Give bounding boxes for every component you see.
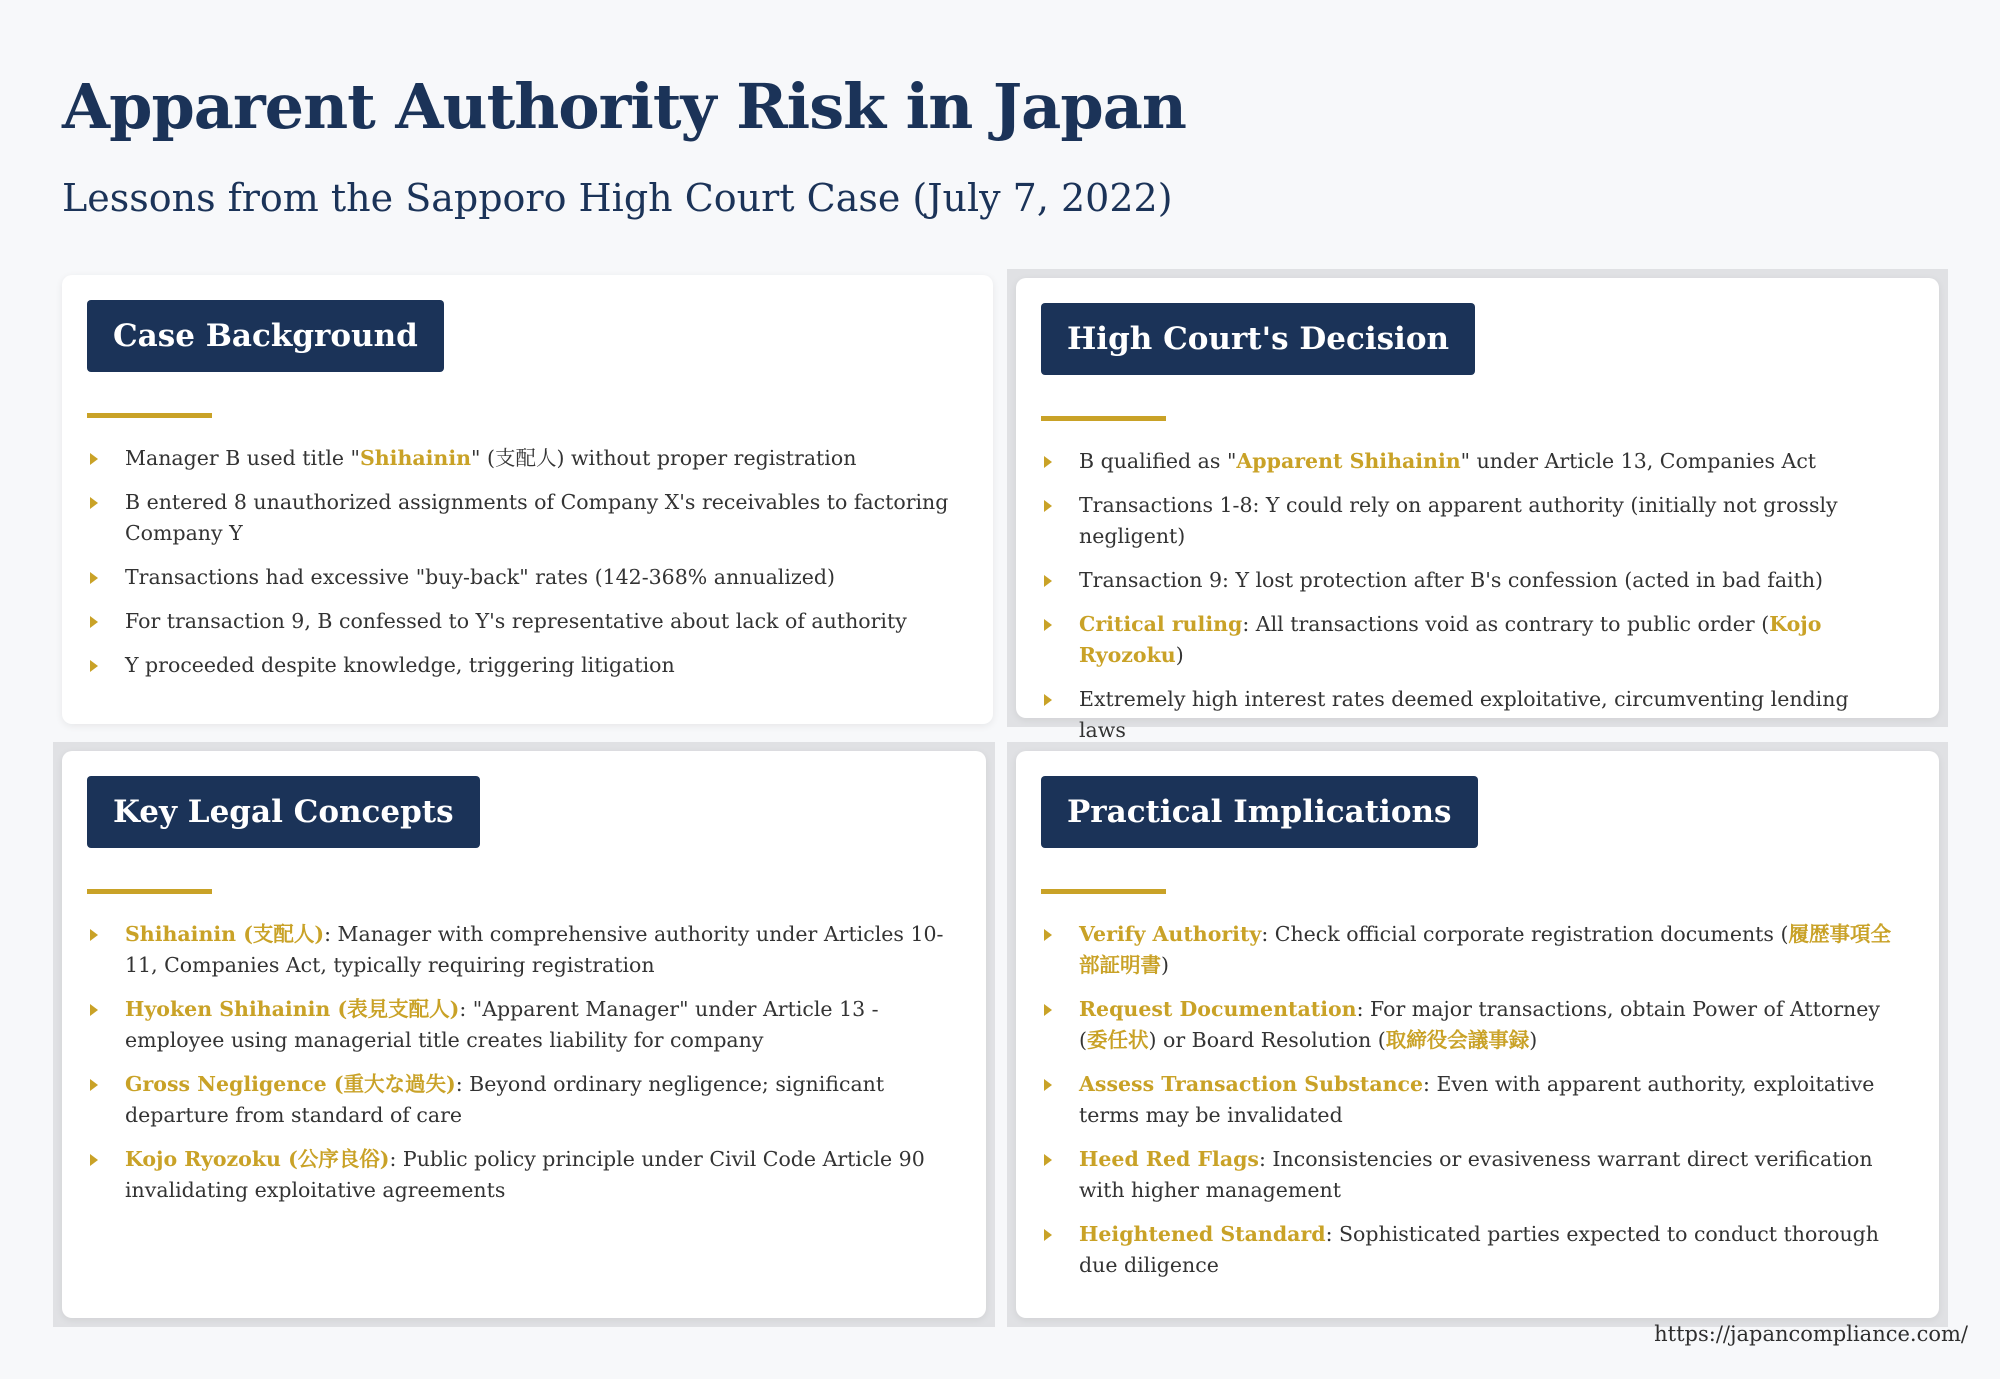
item-text: ) or Board Resolution ( — [1148, 1028, 1386, 1052]
page-subtitle: Lessons from the Sapporo High Court Case (July 7, 2022) — [62, 176, 1173, 220]
list-item — [1041, 1144, 1899, 1206]
page-title: Apparent Authority Risk in Japan — [62, 70, 1186, 143]
highlighted-term: Kojo Ryozoku (公序良俗) — [125, 1147, 390, 1171]
accent-divider — [1041, 416, 1166, 421]
bullet-arrow-icon — [1044, 929, 1052, 941]
item-text: ) — [1161, 953, 1169, 977]
list-item — [1041, 609, 1899, 671]
highlighted-term: Kojo Ryozoku — [1079, 612, 1822, 667]
item-text: For transaction 9, B confessed to Y's representative about lack of authority — [125, 609, 907, 633]
highlighted-term: Gross Negligence (重大な過失) — [125, 1072, 456, 1096]
bullet-arrow-icon — [1044, 1004, 1052, 1016]
decision-section — [1007, 269, 1948, 742]
list-item — [1041, 919, 1899, 981]
item-text: : Beyond ordinary negligence; significant departure from standard of care — [125, 1072, 885, 1127]
bullet-arrow-icon — [90, 616, 98, 628]
list-item — [1041, 490, 1899, 552]
highlighted-term: Verify Authority — [1079, 922, 1262, 946]
item-text: Extremely high interest rates deemed exploitative, circumventing lending laws — [1079, 687, 1849, 742]
accent-divider — [87, 889, 212, 894]
item-text: : Even with apparent authority, exploitative terms may be invalidated — [1079, 1072, 1875, 1127]
item-text: : Inconsistencies or evasiveness warrant direct verification with higher management — [1079, 1147, 1873, 1202]
highlighted-term: Heightened Standard — [1079, 1222, 1326, 1246]
list-item — [1041, 994, 1899, 1056]
implications-list — [1041, 919, 1899, 1294]
bullet-arrow-icon — [1044, 500, 1052, 512]
bullet-arrow-icon — [90, 929, 98, 941]
decision-list — [1041, 446, 1899, 759]
item-text: Transaction 9: Y lost protection after B's confession (acted in bad faith) — [1079, 568, 1824, 592]
case-background-section — [53, 266, 1002, 733]
list-item — [1041, 446, 1899, 477]
footer-url: https://japancompliance.com/ — [1654, 1322, 1968, 1346]
item-text: B entered 8 unauthorized assignments of Company X's receivables to factoring Company Y — [125, 490, 949, 545]
implications-section — [1007, 742, 1948, 1327]
highlighted-term: Apparent Shihainin — [1236, 449, 1461, 473]
bullet-arrow-icon — [1044, 619, 1052, 631]
decision-card — [1016, 278, 1939, 742]
list-item — [87, 1144, 946, 1206]
list-item — [1041, 1069, 1899, 1131]
item-text: " under Article 13, Companies Act — [1460, 449, 1817, 473]
implications-header: Practical Implications — [1041, 776, 1478, 848]
highlighted-term: Assess Transaction Substance — [1079, 1072, 1424, 1096]
item-text: Transactions had excessive "buy-back" rates (142-368% annualized) — [125, 565, 835, 589]
list-item — [1041, 1219, 1899, 1281]
list-item — [1041, 684, 1899, 746]
highlighted-term: Critical ruling — [1079, 612, 1243, 636]
item-text: : Manager with comprehensive authority under Articles 10-11, Companies Act, typically requiring registration — [125, 922, 944, 977]
item-text: : For major transactions, obtain Power of Attorney ( — [1079, 997, 1880, 1052]
accent-divider — [87, 413, 212, 418]
accent-divider — [1041, 889, 1166, 894]
case-background-card — [62, 275, 993, 724]
list-item — [1041, 565, 1899, 596]
bullet-arrow-icon — [90, 497, 98, 509]
item-text: : Check official corporate registration documents ( — [1261, 922, 1789, 946]
list-item — [87, 1069, 946, 1131]
highlighted-term: Shihainin — [359, 446, 472, 470]
bullet-arrow-icon — [1044, 1079, 1052, 1091]
list-item — [87, 562, 953, 593]
bullet-arrow-icon — [90, 572, 98, 584]
list-item — [87, 443, 953, 474]
item-text: : "Apparent Manager" under Article 13 - employee using managerial title creates liability for company — [125, 997, 879, 1052]
bullet-arrow-icon — [90, 1154, 98, 1166]
bullet-arrow-icon — [1044, 456, 1052, 468]
item-text: Manager B used title " — [125, 446, 360, 470]
highlighted-term: 委任状 — [1087, 1028, 1149, 1052]
item-text: B qualified as " — [1079, 449, 1237, 473]
bullet-arrow-icon — [90, 453, 98, 465]
case-background-header: Case Background — [87, 300, 444, 372]
concepts-section — [53, 742, 995, 1327]
bullet-arrow-icon — [1044, 1154, 1052, 1166]
decision-header: High Court's Decision — [1041, 303, 1475, 375]
highlighted-term: Shihainin (支配人) — [125, 922, 325, 946]
case-background-list — [87, 443, 953, 694]
highlighted-term: 履歴事項全部証明書 — [1079, 922, 1891, 977]
item-text: Transactions 1-8: Y could rely on apparent authority (initially not grossly negligent) — [1079, 493, 1838, 548]
list-item — [87, 487, 953, 549]
list-item — [87, 606, 953, 637]
item-text: : Sophisticated parties expected to conduct thorough due diligence — [1079, 1222, 1879, 1277]
list-item — [87, 994, 946, 1056]
item-text: ) — [1175, 643, 1184, 667]
item-text: : Public policy principle under Civil Code Article 90 invalidating exploitative agreements — [125, 1147, 925, 1202]
list-item — [87, 650, 953, 681]
bullet-arrow-icon — [90, 1079, 98, 1091]
item-text: ) — [1529, 1028, 1538, 1052]
item-text: " (支配人) without proper registration — [471, 446, 857, 470]
implications-card — [1016, 751, 1939, 1318]
concepts-header: Key Legal Concepts — [87, 776, 480, 848]
highlighted-term: Heed Red Flags — [1079, 1147, 1259, 1171]
highlighted-term: Hyoken Shihainin (表見支配人) — [125, 997, 460, 1021]
item-text: : All transactions void as contrary to public order ( — [1242, 612, 1770, 636]
concepts-card — [62, 751, 986, 1318]
list-item — [87, 919, 946, 981]
highlighted-term: Request Documentation — [1079, 997, 1357, 1021]
bullet-arrow-icon — [1044, 694, 1052, 706]
item-text: Y proceeded despite knowledge, triggering litigation — [125, 653, 675, 677]
highlighted-term: 取締役会議事録 — [1385, 1028, 1530, 1052]
bullet-arrow-icon — [1044, 1229, 1052, 1241]
bullet-arrow-icon — [90, 660, 98, 672]
concepts-list — [87, 919, 946, 1219]
bullet-arrow-icon — [1044, 575, 1052, 587]
bullet-arrow-icon — [90, 1004, 98, 1016]
